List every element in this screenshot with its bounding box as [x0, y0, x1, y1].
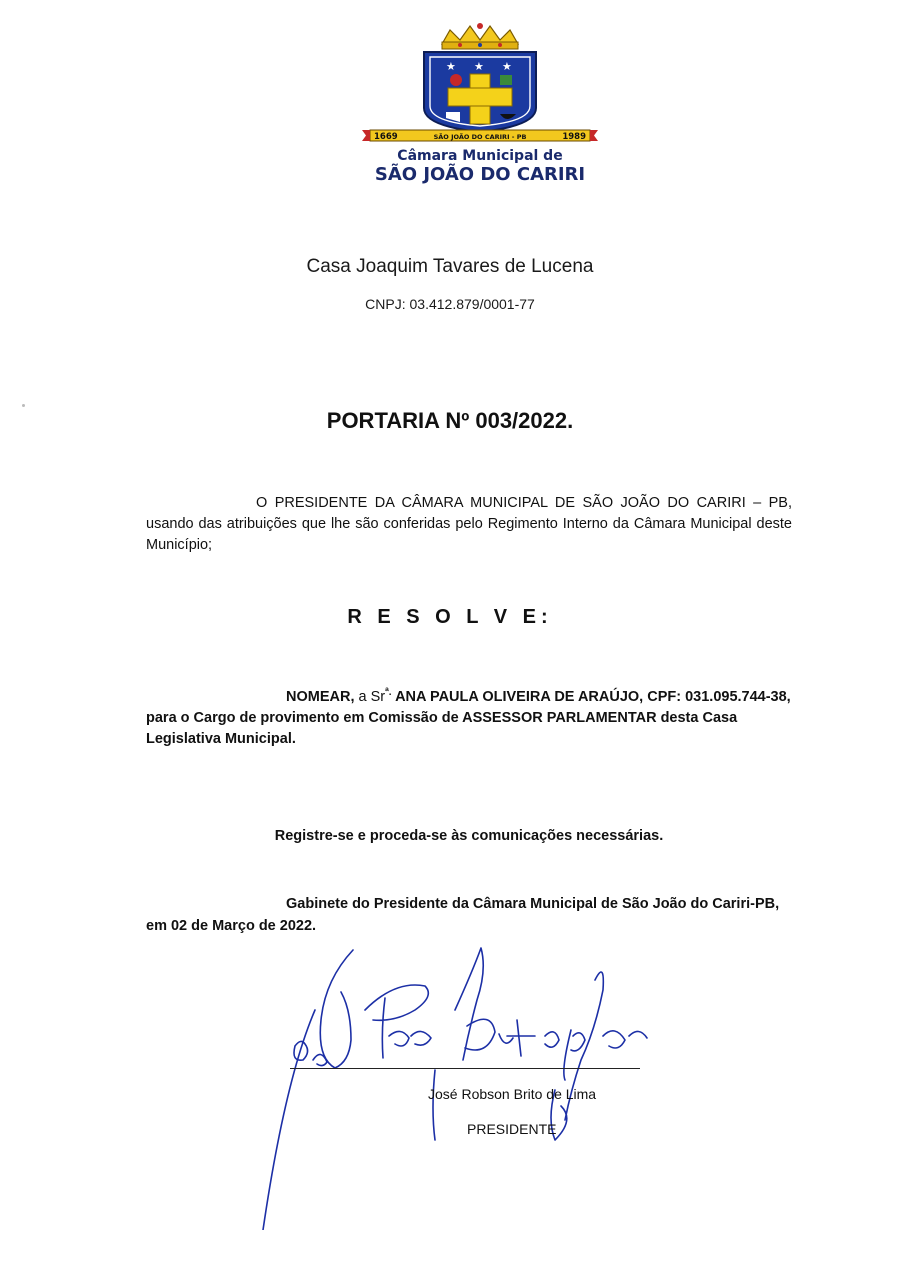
svg-text:★: ★	[446, 60, 456, 73]
emancipation-year: 1989	[562, 132, 586, 142]
signature-line	[290, 1068, 640, 1069]
chamber-emblem-logo	[360, 22, 600, 187]
institution-line1: Câmara Municipal de	[397, 148, 563, 164]
registre-line: Registre-se e proceda-se às comunicações necessárias.	[274, 828, 664, 844]
institution-line2: SÃO JOÃO DO CARIRI	[374, 164, 586, 185]
appointment-paragraph	[146, 682, 796, 750]
appointment-ordinal: ª.	[385, 687, 392, 698]
crown-icon	[442, 23, 518, 49]
ribbon-text: SÃO JOÃO DO CARIRI - PB	[433, 133, 527, 141]
handwritten-signature	[255, 940, 655, 1230]
gabinete-paragraph: Gabinete do Presidente da Câmara Municipal de São João do Cariri-PB, em 02 de Março de 2022.	[146, 896, 780, 934]
cnpj-number: CNPJ: 03.412.879/0001-77	[365, 296, 535, 312]
svg-text:★: ★	[474, 60, 484, 73]
scan-speck	[22, 404, 25, 407]
ribbon-banner	[362, 130, 598, 142]
document-title: PORTARIA Nº 003/2022.	[326, 408, 574, 433]
founded-year: 1669	[374, 132, 398, 142]
appointment-article: a Sr	[354, 688, 386, 705]
intro-paragraph: O PRESIDENTE DA CÂMARA MUNICIPAL DE SÃO JOÃO DO CARIRI – PB, usando das atribuições que lhe são conferidas pelo Regimento Interno da Câmara Municipal deste Município;	[146, 495, 792, 553]
appointment-verb: NOMEAR,	[286, 688, 355, 705]
shield-icon	[424, 52, 536, 132]
house-name: Casa Joaquim Tavares de Lucena	[306, 256, 594, 277]
svg-text:★: ★	[502, 60, 512, 73]
appointment-details: ANA PAULA OLIVEIRA DE ARAÚJO, CPF: 031.095.744-38, para o Cargo de provimento em Comissão de ASSESSOR PARLAMENTAR desta Casa Legislativa Municipal.	[146, 688, 791, 747]
signer-name: José Robson Brito de Lima	[428, 1086, 597, 1102]
signer-role: PRESIDENTE	[467, 1121, 557, 1137]
resolve-heading: R E S O L V E:	[347, 606, 553, 628]
